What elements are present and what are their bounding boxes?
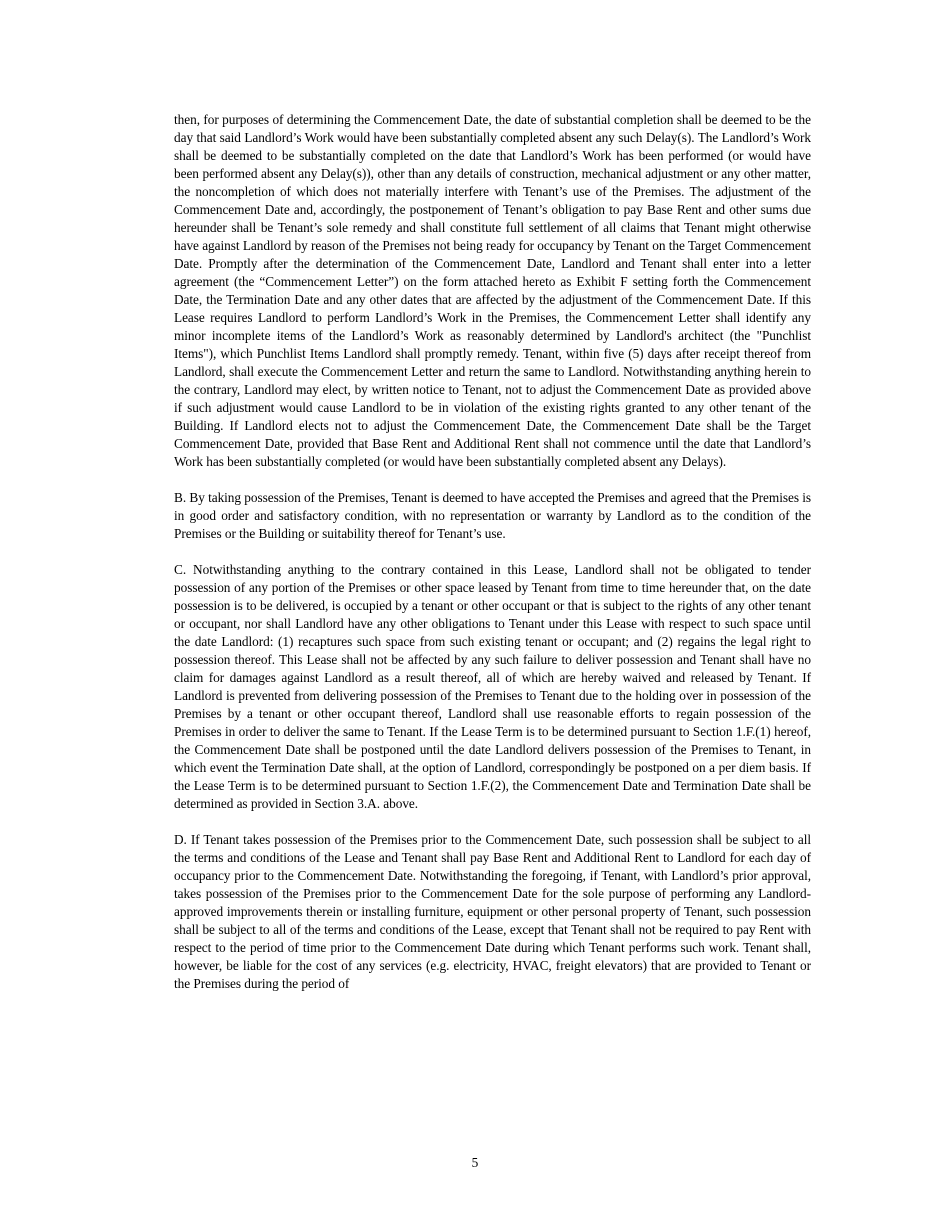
document-body: [174, 111, 811, 993]
paragraph-d-early-possession: D. If Tenant takes possession of the Premises prior to the Commencement Date, such possession shall be subject to all the terms and conditions of the Lease and Tenant shall pay Base Rent and Additional Rent to Landlord for each day of occupancy prior to the Commencement Date. Notwithstanding the foregoing, if Tenant, with Landlord’s prior approval, takes possession of the Premises prior to the Commencement Date for the sole purpose of performing any Landlord-approved improvements therein or installing furniture, equipment or other personal property of Tenant, such possession shall be subject to all of the terms and conditions of the Lease, except that Tenant shall not be required to pay Rent with respect to the period of time prior to the Commencement Date during which Tenant performs such work. Tenant shall, however, be liable for the cost of any services (e.g. electricity, HVAC, freight elevators) that are provided to Tenant or the Premises during the period of: [174, 832, 811, 991]
paragraph-b-possession-acceptance: B. By taking possession of the Premises, Tenant is deemed to have accepted the Premises and agreed that the Premises is in good order and satisfactory condition, with no representation or warranty by Landlord as to the condition of the Premises or the Building or suitability thereof for Tenant’s use.: [174, 490, 811, 541]
paragraph-c-tender-of-possession: C. Notwithstanding anything to the contrary contained in this Lease, Landlord shall not be obligated to tender possession of any portion of the Premises or other space leased by Tenant from time to time hereunder that, on the date possession is to be delivered, is occupied by a tenant or other occupant or that is subject to the rights of any other tenant or occupant, nor shall Landlord have any other obligations to Tenant under this Lease with respect to such space until the date Landlord: (1) recaptures such space from such existing tenant or occupant; and (2) regains the legal right to possession thereof. This Lease shall not be affected by any such failure to deliver possession and Tenant shall have no claim for damages against Landlord as a result thereof, all of which are hereby waived and released by Tenant. If Landlord is prevented from delivering possession of the Premises to Tenant due to the holding over in possession of the Premises by a tenant or other occupant thereof, Landlord shall use reasonable efforts to regain possession of the Premises in order to deliver the same to Tenant. If the Lease Term is to be determined pursuant to Section 1.F.(1) hereof, the Commencement Date shall be postponed until the date Landlord delivers possession of the Premises to Tenant, in which event the Termination Date shall, at the option of Landlord, correspondingly be postponed on a per diem basis. If the Lease Term is to be determined pursuant to Section 1.F.(2), the Commencement Date and Termination Date shall be determined as provided in Section 3.A. above.: [174, 562, 811, 811]
paragraph-commencement-date-continued: then, for purposes of determining the Commencement Date, the date of substantial completion shall be deemed to be the day that said Landlord’s Work would have been substantially completed absent any such Delay(s). The Landlord’s Work shall be deemed to be substantially completed on the date that Landlord’s Work has been performed (or would have been performed absent any Delay(s)), other than any details of construction, mechanical adjustment or any other matter, the noncompletion of which does not materially interfere with Tenant’s use of the Premises. The adjustment of the Commencement Date and, accordingly, the postponement of Tenant’s obligation to pay Base Rent and other sums due hereunder shall be Tenant’s sole remedy and shall constitute full settlement of all claims that Tenant might otherwise have against Landlord by reason of the Premises not being ready for occupancy by Tenant on the Target Commencement Date. Promptly after the determination of the Commencement Date, Landlord and Tenant shall enter into a letter agreement (the “Commencement Letter”) on the form attached hereto as Exhibit F setting forth the Commencement Date, the Termination Date and any other dates that are affected by the adjustment of the Commencement Date. If this Lease requires Landlord to perform Landlord’s Work in the Premises, the Commencement Letter shall identify any minor incomplete items of the Landlord’s Work as reasonably determined by Landlord's architect (the "Punchlist Items"), which Punchlist Items Landlord shall promptly remedy. Tenant, within five (5) days after receipt thereof from Landlord, shall execute the Commencement Letter and return the same to Landlord. Notwithstanding anything herein to the contrary, Landlord may elect, by written notice to Tenant, not to adjust the Commencement Date as provided above if such adjustment would cause Landlord to be in violation of the existing rights granted to any other tenant of the Building. If Landlord elects not to adjust the Commencement Date, the Commencement Date shall be the Target Commencement Date, provided that Base Rent and Additional Rent shall not commence until the date that Landlord’s Work has been substantially completed (or would have been substantially completed absent any Delays).: [174, 112, 811, 469]
page-number: 5: [471, 1155, 479, 1170]
